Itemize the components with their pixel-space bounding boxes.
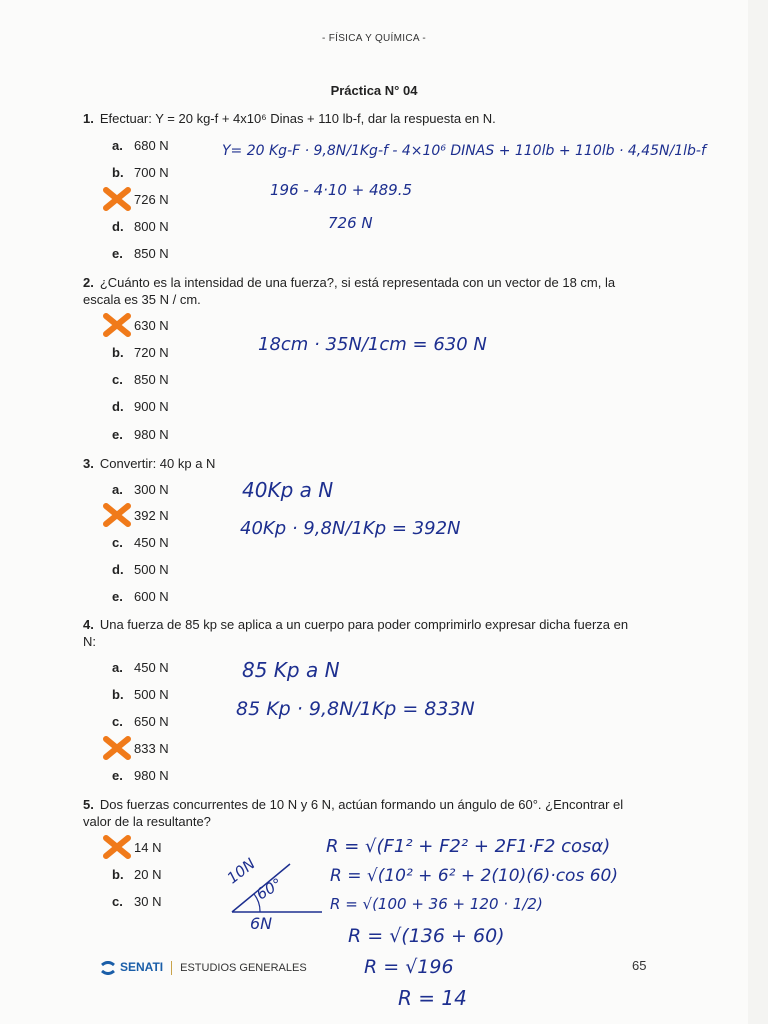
question-text: ¿Cuánto es la intensidad de una fuerza?, si está representada con un vector de 18 cm, la escala es 35 N / cm. [83, 275, 616, 307]
option-value: 850 N [134, 372, 169, 387]
footer-section: ESTUDIOS GENERALES [180, 962, 307, 974]
option-letter: e. [112, 768, 123, 783]
option-4d-selected [112, 741, 169, 756]
option-letter: b. [112, 687, 124, 702]
question-text: Efectuar: Y = 20 kg-f + 4x10⁶ Dinas + 110 lb-f, dar la respuesta en N. [99, 111, 496, 126]
question-number: 3. [83, 456, 94, 471]
option-1e [112, 246, 169, 261]
handwritten-q4-line2: 85 Kp · 9,8N/1Kp = 833N [236, 698, 475, 720]
senati-logo-icon [100, 961, 116, 975]
option-letter: e. [112, 246, 123, 261]
cross-mark-icon [102, 312, 132, 338]
handwritten-q5-line1: R = √(F1² + F2² + 2F1·F2 cosα) [326, 836, 611, 857]
option-2c [112, 372, 169, 387]
question-5 [83, 796, 643, 830]
option-value: 980 N [134, 768, 169, 783]
option-2d [112, 399, 169, 414]
option-3e [112, 589, 169, 604]
option-value: 720 N [134, 345, 169, 360]
handwritten-q4-line1: 85 Kp a N [242, 658, 340, 682]
option-1a [112, 138, 169, 153]
option-letter: c. [112, 714, 123, 729]
option-letter: b. [112, 345, 124, 360]
option-value: 500 N [134, 562, 169, 577]
option-5b [112, 867, 161, 882]
handwritten-q2-line1: 18cm · 35N/1cm = 630 N [258, 334, 487, 355]
option-letter: a. [112, 660, 123, 675]
cross-mark-icon [102, 502, 132, 528]
question-3 [83, 455, 643, 472]
cross-mark-icon [102, 735, 132, 761]
brand-name: SENATI [120, 960, 164, 974]
option-3d [112, 562, 169, 577]
handwritten-q1-line2: 196 - 4·10 + 489.5 [270, 181, 413, 199]
option-value: 630 N [134, 318, 169, 333]
handwritten-q3-line2: 40Kp · 9,8N/1Kp = 392N [240, 518, 461, 539]
handwritten-q5-answer: R = 14 [398, 986, 467, 1010]
handwritten-q5-line5: R = √196 [364, 956, 454, 978]
question-2 [83, 274, 643, 308]
question-text: Una fuerza de 85 kp se aplica a un cuerpo para poder comprimirlo expresar dicha fuerza en N: [83, 617, 629, 649]
question-text: Convertir: 40 kp a N [99, 456, 216, 471]
option-4a [112, 660, 169, 675]
option-2b [112, 345, 169, 360]
page-number: 65 [632, 958, 647, 973]
option-value: 800 N [134, 219, 169, 234]
option-letter: d. [112, 399, 124, 414]
option-1d [112, 219, 169, 234]
option-value: 980 N [134, 427, 169, 442]
option-letter: a. [112, 482, 123, 497]
handwritten-q5-line2: R = √(10² + 6² + 2(10)(6)·cos 60) [330, 866, 618, 886]
option-value: 450 N [134, 535, 169, 550]
cross-mark-icon [102, 186, 132, 212]
handwritten-q5-side1: 10N [223, 854, 259, 888]
option-letter: b. [112, 867, 124, 882]
option-3a [112, 482, 169, 497]
option-4b [112, 687, 169, 702]
option-value: 700 N [134, 165, 169, 180]
option-letter: c. [112, 894, 123, 909]
option-5c [112, 894, 161, 909]
option-value: 500 N [134, 687, 169, 702]
option-value: 650 N [134, 714, 169, 729]
option-letter: e. [112, 427, 123, 442]
handwritten-q3-line1: 40Kp a N [242, 478, 334, 502]
question-text: Dos fuerzas concurrentes de 10 N y 6 N, actúan formando un ángulo de 60°. ¿Encontrar el valor de la resultante? [83, 797, 624, 829]
option-letter: a. [112, 138, 123, 153]
footer-divider [171, 961, 172, 975]
subject-header: - FÍSICA Y QUÍMICA - [322, 33, 426, 44]
option-value: 30 N [134, 894, 162, 909]
question-number: 2. [83, 275, 94, 290]
option-value: 680 N [134, 138, 169, 153]
handwritten-q5-line3: R = √(100 + 36 + 120 · 1/2) [330, 895, 543, 913]
option-letter: d. [112, 562, 124, 577]
option-3b-selected [112, 508, 169, 523]
option-value: 20 N [134, 867, 162, 882]
option-value: 850 N [134, 246, 169, 261]
option-letter: b. [112, 165, 124, 180]
question-number: 5. [83, 797, 94, 812]
option-letter: c. [112, 535, 123, 550]
option-1c-selected [112, 192, 169, 207]
option-letter: d. [112, 219, 124, 234]
question-number: 4. [83, 617, 94, 632]
option-value: 14 N [134, 840, 162, 855]
option-value: 392 N [134, 508, 169, 523]
option-5a-selected [112, 840, 161, 855]
option-2a-selected [112, 318, 169, 333]
option-value: 833 N [134, 741, 169, 756]
option-value: 726 N [134, 192, 169, 207]
option-value: 300 N [134, 482, 169, 497]
option-value: 450 N [134, 660, 169, 675]
handwritten-q5-side2: 6N [250, 914, 273, 933]
handwritten-q5-angle: 60° [253, 874, 286, 904]
handwritten-q5-line4: R = √(136 + 60) [348, 925, 505, 947]
cross-mark-icon [102, 834, 132, 860]
option-value: 600 N [134, 589, 169, 604]
option-4c [112, 714, 169, 729]
option-3c [112, 535, 169, 550]
option-4e [112, 768, 169, 783]
option-value: 900 N [134, 399, 169, 414]
handwritten-q1-line1: Y= 20 Kg-F · 9,8N/1Kg-f - 4×10⁶ DINAS + 110lb + 110lb · 4,45N/1lb-f [222, 143, 706, 159]
option-2e [112, 427, 169, 442]
option-letter: e. [112, 589, 123, 604]
page-title: Práctica N° 04 [330, 83, 418, 98]
question-1 [83, 110, 643, 127]
question-number: 1. [83, 111, 94, 126]
handwritten-q1-answer: 726 N [328, 214, 373, 232]
question-4 [83, 616, 643, 650]
page-footer [100, 960, 307, 975]
option-1b [112, 165, 169, 180]
option-letter: c. [112, 372, 123, 387]
